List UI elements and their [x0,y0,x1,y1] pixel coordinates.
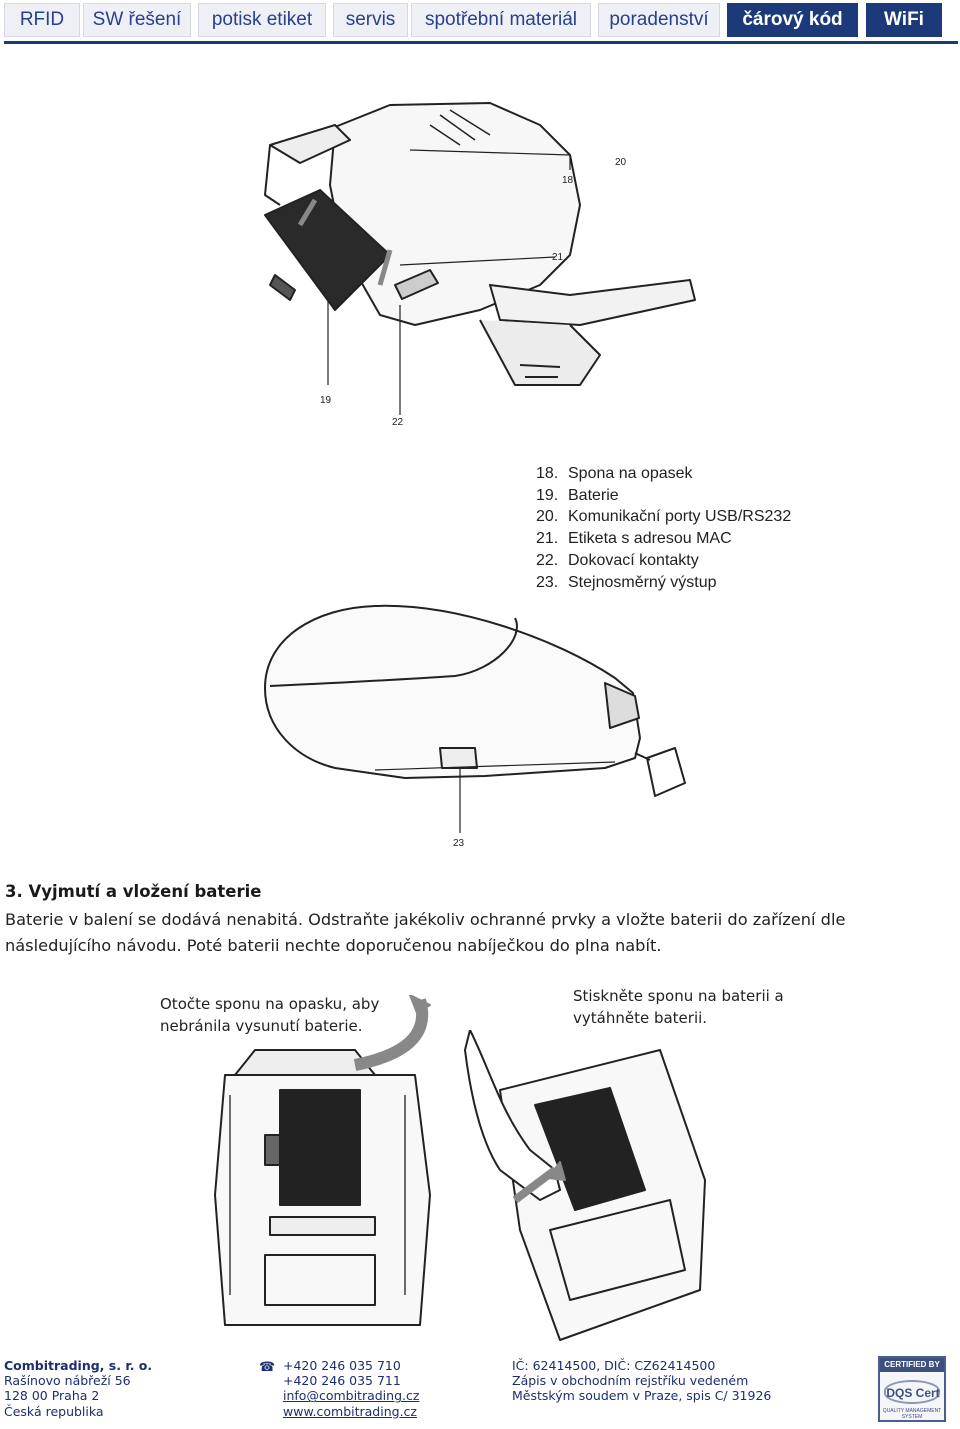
top-navigation [0,0,960,46]
caption-left: Otočte sponu na opasku, aby nebránila vysunutí baterie. [160,995,380,1035]
city: 128 00 Praha 2 [4,1388,100,1404]
company-ids: IČ: 62414500, DIČ: CZ62414500 [512,1358,716,1373]
list-item: 21. Etiketa s adresou MAC [536,530,732,548]
country: Česká republika [4,1403,104,1419]
callout-21: 21 [552,252,564,263]
section-paragraph: Baterie v balení se dodává nenabitá. Odstraňte jakékoliv ochranné prvky a vložte baterii do zařízení dle následujícího návodu. Poté baterii nechte doporučenou nabíječkou do plna nabít. [5,910,846,955]
callout-22: 22 [392,417,404,428]
rotate-clip-illustration [205,995,445,1345]
tab-rfid[interactable]: RFID [4,3,80,37]
callout-18: 18 [562,175,574,186]
email-link[interactable]: info@combitrading.cz [283,1388,420,1404]
parts-list [536,463,791,593]
phone-1: +420 246 035 710 [283,1358,401,1373]
tab-poradenstvi[interactable]: poradenství [598,3,720,37]
section-heading: 3. Vyjmutí a vložení baterie [5,882,262,901]
list-item: 23. Stejnosměrný výstup [536,573,717,591]
phone-2: +420 246 035 711 [283,1373,401,1389]
tab-sw-reseni[interactable]: SW řešení [83,3,191,37]
callout-19: 19 [320,395,332,406]
callout-23: 23 [453,838,465,849]
tab-carovy-kod[interactable]: čárový kód [727,3,858,37]
footer-registration [512,1358,771,1404]
nav-divider [4,41,958,44]
tab-wifi[interactable]: WiFi [866,3,942,37]
list-item: 19. Baterie [536,486,619,504]
list-item: 20. Komunikační porty USB/RS232 [536,508,792,526]
phone-icon: ☎ [259,1359,276,1374]
list-item: 22. Dokovací kontakty [536,551,699,569]
tab-servis[interactable]: servis [333,3,408,37]
register-line-1: Zápis v obchodním rejstříku vedeném [512,1373,749,1389]
tab-spotrebni-material[interactable]: spotřební materiál [411,3,591,37]
register-line-2: Městským soudem v Praze, spis C/ 31926 [512,1388,772,1404]
tab-potisk-etiket[interactable]: potisk etiket [198,3,326,37]
street: Rašínovo nábřeží 56 [4,1373,131,1389]
footer-address [4,1358,152,1419]
callout-20: 20 [615,157,627,168]
remove-battery-illustration [460,1030,720,1350]
web-link[interactable]: www.combitrading.cz [283,1403,417,1419]
list-item: 18. Spona na opasek [536,465,693,482]
certification-badge: CERTIFIED BY DQS Cert QUALITY MANAGEMENT SYSTEM [878,1356,946,1422]
footer-contacts [283,1358,419,1419]
company-name: Combitrading, s. r. o. [4,1358,153,1373]
caption-right: Stiskněte sponu na baterii a vytáhněte baterii. [573,987,784,1027]
printer-battery-illustration [240,85,700,435]
printer-side-illustration [255,598,695,853]
